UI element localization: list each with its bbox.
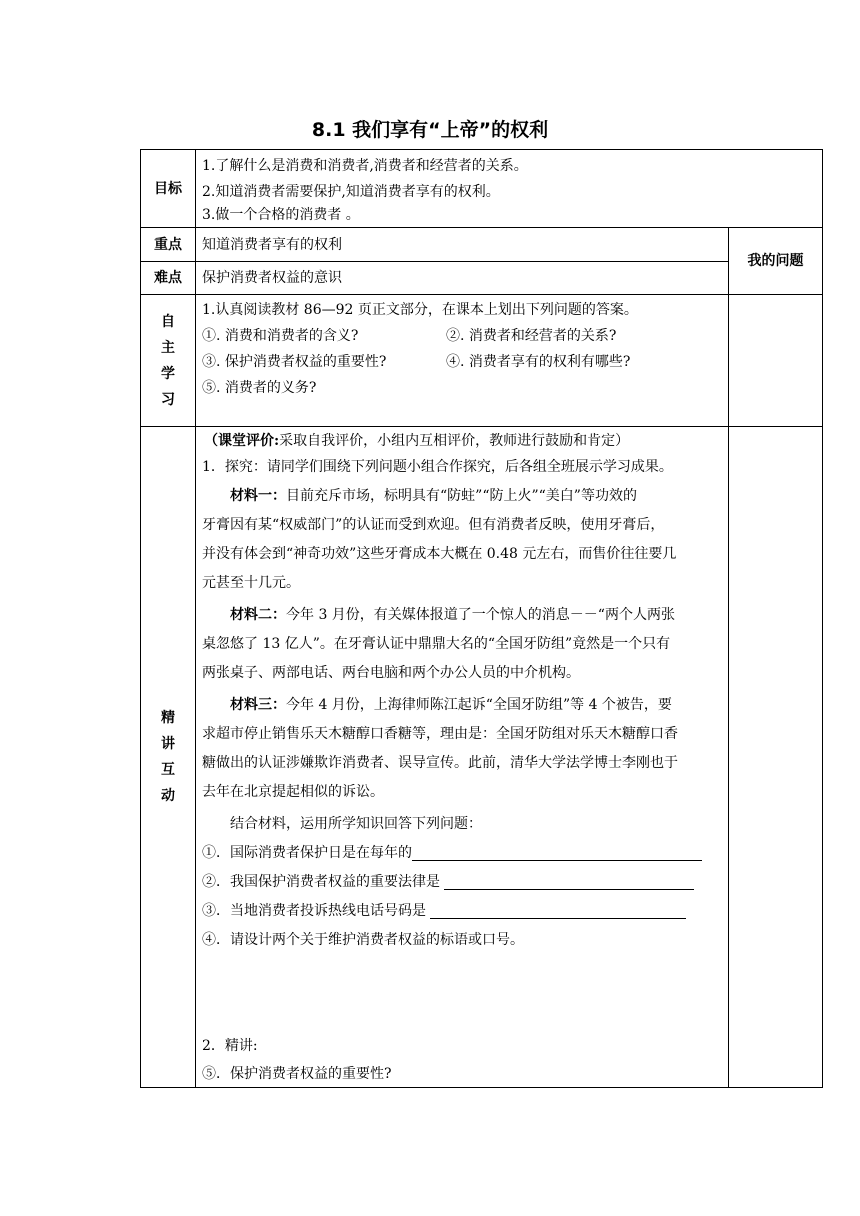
class-evaluation: （课堂评价:采取自我评价，小组内互相评价，教师进行鼓励和肯定） bbox=[204, 433, 630, 449]
self-study-question: ⑤. 消费者的义务? bbox=[202, 380, 317, 396]
fill-question: ④．请设计两个关于维护消费者权益的标语或口号。 bbox=[202, 932, 524, 948]
goal-line: 2.知道消费者需要保护,知道消费者享有的权利。 bbox=[202, 184, 500, 200]
self-study-question: ④. 消费者享有的权利有哪些? bbox=[446, 354, 631, 370]
answer-space[interactable] bbox=[202, 953, 722, 1033]
material-head: 材料三： bbox=[230, 697, 286, 713]
my-questions-cell[interactable] bbox=[729, 427, 823, 1088]
material-head: 材料一： bbox=[230, 488, 286, 504]
key-point-text: 知道消费者享有的权利 bbox=[196, 228, 729, 262]
goals-label: 目标 bbox=[141, 150, 196, 228]
goals-row bbox=[141, 150, 823, 228]
explain-heading: 2．精讲: bbox=[202, 1038, 258, 1054]
difficulty-text: 保护消费者权益的意识 bbox=[196, 262, 729, 295]
answer-blank[interactable] bbox=[430, 900, 686, 919]
self-study-row bbox=[141, 295, 823, 427]
difficulty-label: 难点 bbox=[141, 262, 196, 295]
answer-blank[interactable] bbox=[412, 842, 702, 861]
goal-line: 1.了解什么是消费和消费者,消费者和经营者的关系。 bbox=[202, 158, 528, 174]
key-point-row bbox=[141, 228, 823, 262]
self-study-content bbox=[196, 295, 729, 427]
interaction-content bbox=[196, 427, 729, 1088]
interaction-row bbox=[141, 427, 823, 1088]
fill-question: ③．当地消费者投诉热线电话号码是 bbox=[202, 898, 722, 924]
explain-question: ⑤．保护消费者权益的重要性? bbox=[202, 1066, 392, 1082]
lesson-table bbox=[140, 149, 823, 1088]
self-study-intro: 1.认真阅读教材 86—92 页正文部分，在课本上划出下列问题的答案。 bbox=[202, 302, 638, 318]
my-questions-label: 我的问题 bbox=[729, 228, 823, 295]
material-head: 材料二： bbox=[230, 607, 286, 623]
page-title: 8.1 我们享有“上帝”的权利 bbox=[311, 119, 549, 141]
material-2: 材料二：今年 3 月份，有关媒体报道了一个惊人的消息－－“两个人两张 桌忽悠了 13 亿人”。在牙膏认证中鼎鼎大名的“全国牙防组”竟然是一个只有 两张桌子、两部电话、两台电脑和两个办公人员的中介机构。 bbox=[202, 607, 675, 681]
goals-content bbox=[196, 150, 823, 228]
material-3: 材料三：今年 4 月份，上海律师陈江起诉“全国牙防组”等 4 个被告，要 求超市停止销售乐天木糖醇口香糖等，理由是：全国牙防组对乐天木糖醇口香 糖做出的认证涉嫌欺诈消费者、误导宣传。此前，清华大学法学博士李刚也于 去年在北京提起相似的诉讼。 bbox=[202, 697, 678, 800]
self-study-question: ③. 保护消费者权益的重要性? bbox=[202, 354, 387, 370]
self-study-question: ①. 消费和消费者的含义? bbox=[202, 328, 359, 344]
fill-question: ②．我国保护消费者权益的重要法律是 bbox=[202, 869, 722, 895]
difficulty-row bbox=[141, 262, 823, 295]
goal-line: 3.做一个合格的消费者 。 bbox=[202, 207, 360, 223]
answer-blank[interactable] bbox=[444, 871, 694, 890]
self-study-label: 自 主 学 习 bbox=[141, 295, 196, 427]
key-point-label: 重点 bbox=[141, 228, 196, 262]
material-1: 材料一：目前充斥市场，标明具有“防蛀”“防上火”“美白”等功效的 牙膏因有某“权威部门”的认证而受到欢迎。但有消费者反映，使用牙膏后， 并没有体会到“神奇功效”这些牙膏成本大概在 0.48 元左右，而售价往往要几 元甚至十几元。 bbox=[202, 488, 677, 591]
my-questions-cell[interactable] bbox=[729, 295, 823, 427]
interaction-label: 精 讲 互 动 bbox=[141, 427, 196, 1088]
explore-instruction: 1．探究：请同学们围绕下列问题小组合作探究，后各组全班展示学习成果。 bbox=[202, 459, 673, 475]
fill-question: ①．国际消费者保护日是在每年的 bbox=[202, 840, 722, 866]
self-study-question: ②. 消费者和经营者的关系? bbox=[446, 328, 617, 344]
combine-instruction: 结合材料，运用所学知识回答下列问题： bbox=[230, 816, 482, 832]
